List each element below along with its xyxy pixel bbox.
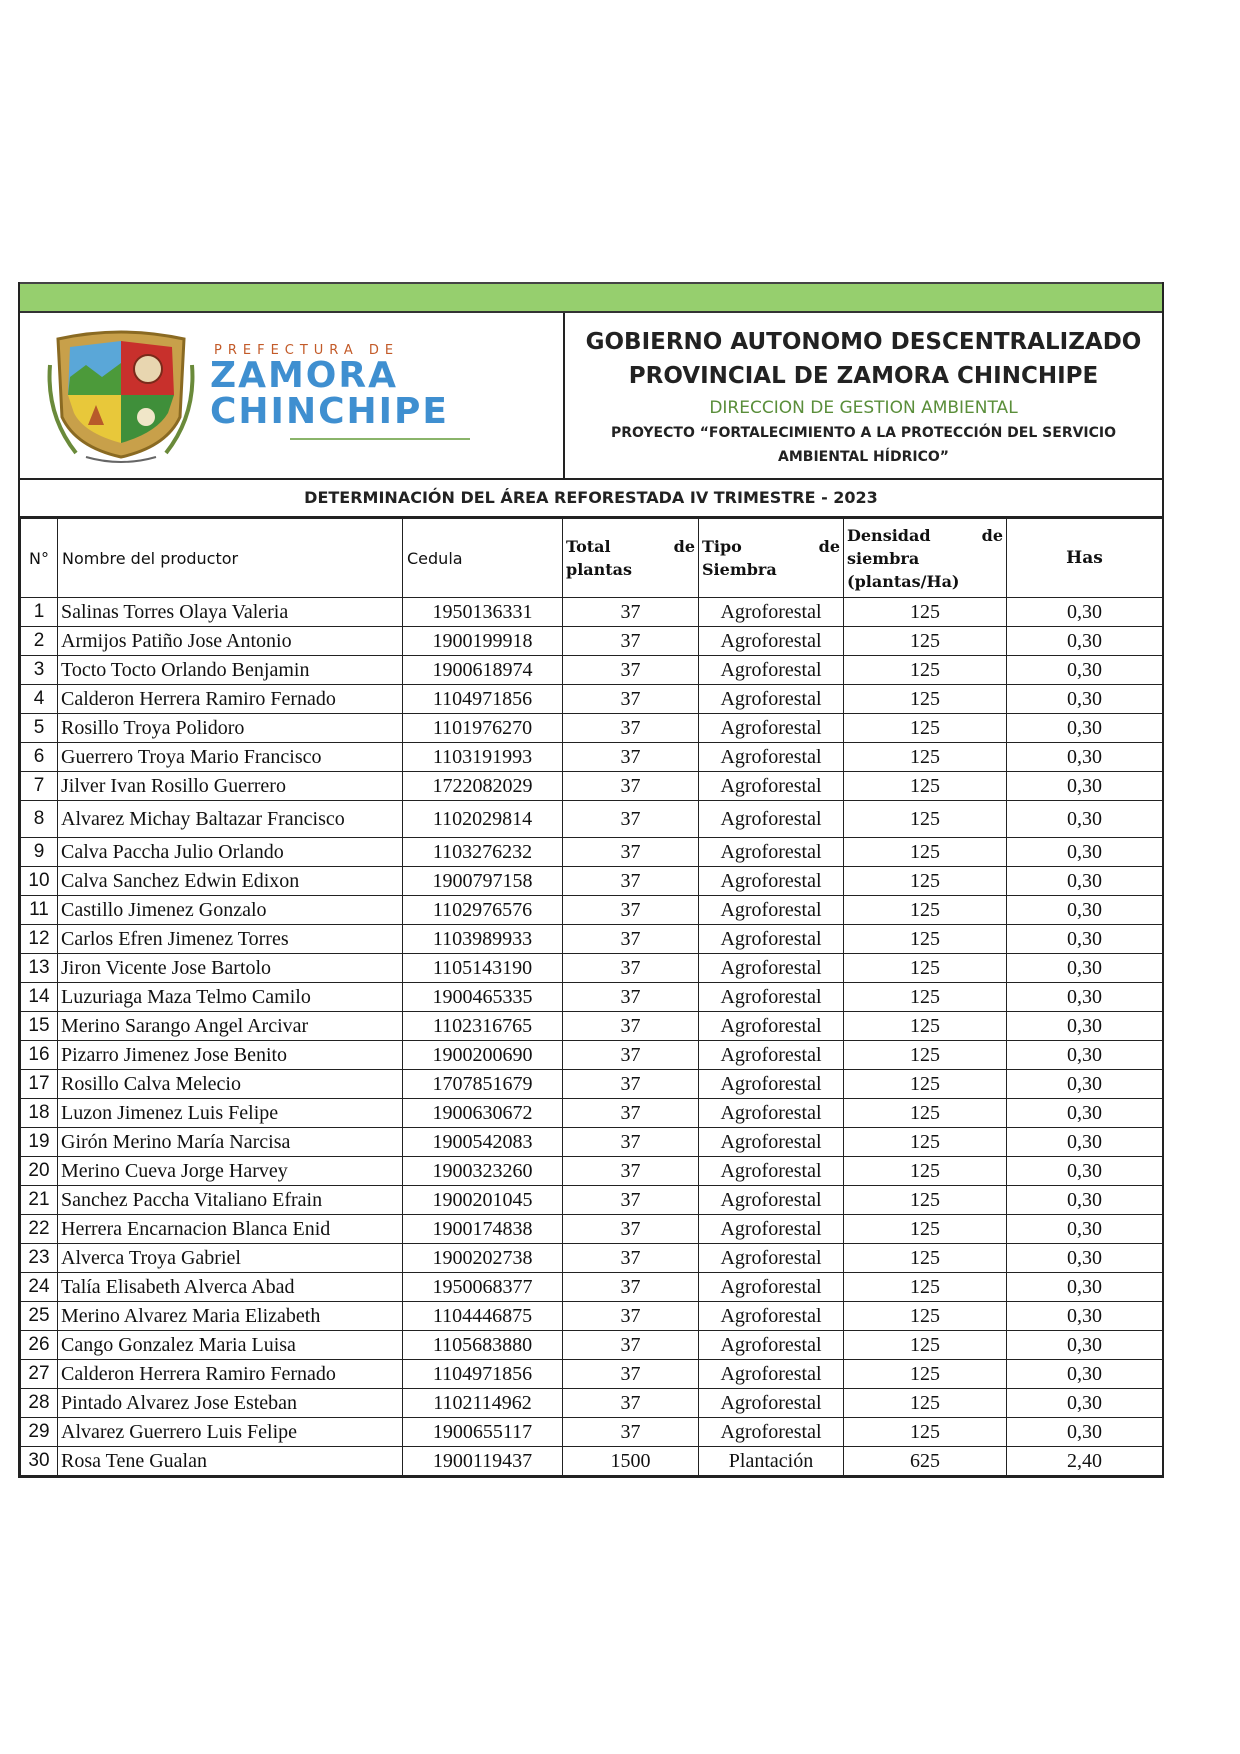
project-title-line-1: PROYECTO “FORTALECIMIENTO A LA PROTECCIÓN DEL SERVICIO xyxy=(610,425,1117,441)
planting-type-cell: Agroforestal xyxy=(699,1302,844,1331)
table-row xyxy=(21,772,1163,801)
cedula-cell: 1900797158 xyxy=(403,867,563,896)
total-plants-cell: 37 xyxy=(563,1360,699,1389)
cedula-cell: 1900618974 xyxy=(403,656,563,685)
has-cell: 0,30 xyxy=(1007,598,1163,627)
cedula-cell: 1707851679 xyxy=(403,1070,563,1099)
has-cell: 0,30 xyxy=(1007,983,1163,1012)
density-cell: 125 xyxy=(844,983,1007,1012)
density-cell: 125 xyxy=(844,954,1007,983)
has-cell: 0,30 xyxy=(1007,954,1163,983)
density-cell: 125 xyxy=(844,1331,1007,1360)
table-row xyxy=(21,983,1163,1012)
col-header-total-plants: Total de plantas xyxy=(563,519,699,598)
has-cell: 0,30 xyxy=(1007,1302,1163,1331)
planting-type-cell: Agroforestal xyxy=(699,772,844,801)
table-row xyxy=(21,1273,1163,1302)
density-cell: 125 xyxy=(844,896,1007,925)
has-cell: 0,30 xyxy=(1007,656,1163,685)
row-number: 22 xyxy=(21,1215,58,1244)
row-number: 1 xyxy=(21,598,58,627)
brand-prefix: PREFECTURA DE xyxy=(214,343,400,358)
direction-title: DIRECCION DE GESTION AMBIENTAL xyxy=(709,398,1018,418)
planting-type-cell: Agroforestal xyxy=(699,1215,844,1244)
producer-name: Jilver Ivan Rosillo Guerrero xyxy=(58,772,403,801)
producer-name: Herrera Encarnacion Blanca Enid xyxy=(58,1215,403,1244)
report-subtitle: DETERMINACIÓN DEL ÁREA REFORESTADA IV TRIMESTRE - 2023 xyxy=(20,480,1162,518)
density-cell: 125 xyxy=(844,1389,1007,1418)
has-cell: 0,30 xyxy=(1007,1070,1163,1099)
planting-type-cell: Agroforestal xyxy=(699,1012,844,1041)
total-plants-cell: 37 xyxy=(563,925,699,954)
table-row xyxy=(21,801,1163,838)
density-cell: 125 xyxy=(844,772,1007,801)
prefecture-crest-logo xyxy=(46,325,196,467)
producer-name: Luzuriaga Maza Telmo Camilo xyxy=(58,983,403,1012)
producer-name: Girón Merino María Narcisa xyxy=(58,1128,403,1157)
producer-name: Sanchez Paccha Vitaliano Efrain xyxy=(58,1186,403,1215)
producer-name: Calderon Herrera Ramiro Fernado xyxy=(58,685,403,714)
total-plants-cell: 37 xyxy=(563,772,699,801)
producer-name: Calva Sanchez Edwin Edixon xyxy=(58,867,403,896)
producer-name: Castillo Jimenez Gonzalo xyxy=(58,896,403,925)
table-row xyxy=(21,1418,1163,1447)
table-row xyxy=(21,1302,1163,1331)
cedula-cell: 1102316765 xyxy=(403,1012,563,1041)
table-row xyxy=(21,1244,1163,1273)
cedula-cell: 1900200690 xyxy=(403,1041,563,1070)
total-plants-cell: 37 xyxy=(563,983,699,1012)
has-cell: 0,30 xyxy=(1007,1157,1163,1186)
cedula-cell: 1900202738 xyxy=(403,1244,563,1273)
producer-name: Pizarro Jimenez Jose Benito xyxy=(58,1041,403,1070)
row-number: 10 xyxy=(21,867,58,896)
table-row xyxy=(21,867,1163,896)
total-plants-cell: 37 xyxy=(563,954,699,983)
density-cell: 125 xyxy=(844,838,1007,867)
green-header-bar xyxy=(20,282,1162,313)
row-number: 9 xyxy=(21,838,58,867)
row-number: 3 xyxy=(21,656,58,685)
cedula-cell: 1900630672 xyxy=(403,1099,563,1128)
table-row xyxy=(21,627,1163,656)
producer-name: Jiron Vicente Jose Bartolo xyxy=(58,954,403,983)
header-section xyxy=(20,313,1162,480)
row-number: 30 xyxy=(21,1447,58,1476)
cedula-cell: 1900201045 xyxy=(403,1186,563,1215)
planting-type-cell: Agroforestal xyxy=(699,1041,844,1070)
table-row xyxy=(21,1157,1163,1186)
density-cell: 125 xyxy=(844,1041,1007,1070)
has-cell: 0,30 xyxy=(1007,1215,1163,1244)
row-number: 19 xyxy=(21,1128,58,1157)
total-plants-cell: 1500 xyxy=(563,1447,699,1476)
document-sheet xyxy=(18,282,1164,1478)
cedula-cell: 1900174838 xyxy=(403,1215,563,1244)
row-number: 13 xyxy=(21,954,58,983)
row-number: 27 xyxy=(21,1360,58,1389)
planting-type-cell: Agroforestal xyxy=(699,1157,844,1186)
density-cell: 125 xyxy=(844,1418,1007,1447)
has-cell: 0,30 xyxy=(1007,1041,1163,1070)
has-cell: 0,30 xyxy=(1007,1099,1163,1128)
total-plants-cell: 37 xyxy=(563,1157,699,1186)
producer-name: Alverca Troya Gabriel xyxy=(58,1244,403,1273)
cedula-cell: 1105683880 xyxy=(403,1331,563,1360)
has-cell: 0,30 xyxy=(1007,743,1163,772)
producer-name: Merino Alvarez Maria Elizabeth xyxy=(58,1302,403,1331)
planting-type-cell: Agroforestal xyxy=(699,838,844,867)
col-header-number: N° xyxy=(21,519,58,598)
density-cell: 125 xyxy=(844,801,1007,838)
title-area xyxy=(565,313,1162,478)
total-plants-cell: 37 xyxy=(563,656,699,685)
brand-wordmark xyxy=(210,343,500,440)
total-plants-cell: 37 xyxy=(563,1041,699,1070)
density-cell: 125 xyxy=(844,867,1007,896)
cedula-cell: 1104446875 xyxy=(403,1302,563,1331)
producer-name: Alvarez Guerrero Luis Felipe xyxy=(58,1418,403,1447)
row-number: 16 xyxy=(21,1041,58,1070)
cedula-cell: 1900199918 xyxy=(403,627,563,656)
density-cell: 125 xyxy=(844,1070,1007,1099)
producer-name: Salinas Torres Olaya Valeria xyxy=(58,598,403,627)
has-cell: 2,40 xyxy=(1007,1447,1163,1476)
density-cell: 125 xyxy=(844,925,1007,954)
has-cell: 0,30 xyxy=(1007,1418,1163,1447)
density-cell: 125 xyxy=(844,685,1007,714)
cedula-cell: 1104971856 xyxy=(403,685,563,714)
planting-type-cell: Agroforestal xyxy=(699,627,844,656)
total-plants-cell: 37 xyxy=(563,867,699,896)
producer-name: Rosillo Troya Polidoro xyxy=(58,714,403,743)
table-header-row xyxy=(21,519,1163,598)
producer-name: Calva Paccha Julio Orlando xyxy=(58,838,403,867)
planting-type-cell: Agroforestal xyxy=(699,685,844,714)
total-plants-cell: 37 xyxy=(563,1244,699,1273)
brand-zamora: ZAMORA xyxy=(210,355,398,396)
cedula-cell: 1900119437 xyxy=(403,1447,563,1476)
has-cell: 0,30 xyxy=(1007,1244,1163,1273)
total-plants-cell: 37 xyxy=(563,1273,699,1302)
producer-name: Luzon Jimenez Luis Felipe xyxy=(58,1099,403,1128)
cedula-cell: 1900465335 xyxy=(403,983,563,1012)
total-plants-cell: 37 xyxy=(563,685,699,714)
cedula-cell: 1102029814 xyxy=(403,801,563,838)
planting-type-cell: Agroforestal xyxy=(699,1099,844,1128)
density-cell: 125 xyxy=(844,1360,1007,1389)
density-cell: 125 xyxy=(844,1244,1007,1273)
density-cell: 125 xyxy=(844,1302,1007,1331)
has-cell: 0,30 xyxy=(1007,925,1163,954)
producer-name: Carlos Efren Jimenez Torres xyxy=(58,925,403,954)
producer-name: Merino Cueva Jorge Harvey xyxy=(58,1157,403,1186)
row-number: 6 xyxy=(21,743,58,772)
planting-type-cell: Agroforestal xyxy=(699,867,844,896)
row-number: 7 xyxy=(21,772,58,801)
has-cell: 0,30 xyxy=(1007,685,1163,714)
row-number: 15 xyxy=(21,1012,58,1041)
planting-type-cell: Agroforestal xyxy=(699,983,844,1012)
planting-type-cell: Agroforestal xyxy=(699,743,844,772)
producer-name: Armijos Patiño Jose Antonio xyxy=(58,627,403,656)
col-header-name: Nombre del productor xyxy=(58,519,403,598)
table-row xyxy=(21,685,1163,714)
row-number: 11 xyxy=(21,896,58,925)
density-cell: 125 xyxy=(844,714,1007,743)
row-number: 2 xyxy=(21,627,58,656)
density-cell: 125 xyxy=(844,1215,1007,1244)
planting-type-cell: Agroforestal xyxy=(699,1389,844,1418)
cedula-cell: 1950136331 xyxy=(403,598,563,627)
government-title-line-1: GOBIERNO AUTONOMO DESCENTRALIZADO xyxy=(585,329,1142,355)
planting-type-cell: Plantación xyxy=(699,1447,844,1476)
density-cell: 125 xyxy=(844,598,1007,627)
cedula-cell: 1103191993 xyxy=(403,743,563,772)
density-cell: 625 xyxy=(844,1447,1007,1476)
total-plants-cell: 37 xyxy=(563,714,699,743)
table-row xyxy=(21,838,1163,867)
density-cell: 125 xyxy=(844,743,1007,772)
table-row xyxy=(21,714,1163,743)
cedula-cell: 1950068377 xyxy=(403,1273,563,1302)
planting-type-cell: Agroforestal xyxy=(699,1331,844,1360)
has-cell: 0,30 xyxy=(1007,838,1163,867)
has-cell: 0,30 xyxy=(1007,801,1163,838)
density-cell: 125 xyxy=(844,1157,1007,1186)
table-row xyxy=(21,1041,1163,1070)
col-header-cedula: Cedula xyxy=(403,519,563,598)
row-number: 5 xyxy=(21,714,58,743)
row-number: 17 xyxy=(21,1070,58,1099)
table-row xyxy=(21,1186,1163,1215)
has-cell: 0,30 xyxy=(1007,867,1163,896)
has-cell: 0,30 xyxy=(1007,627,1163,656)
has-cell: 0,30 xyxy=(1007,896,1163,925)
table-row xyxy=(21,1360,1163,1389)
has-cell: 0,30 xyxy=(1007,772,1163,801)
cedula-cell: 1102976576 xyxy=(403,896,563,925)
total-plants-cell: 37 xyxy=(563,1186,699,1215)
planting-type-cell: Agroforestal xyxy=(699,1418,844,1447)
producer-name: Cango Gonzalez Maria Luisa xyxy=(58,1331,403,1360)
table-row xyxy=(21,896,1163,925)
total-plants-cell: 37 xyxy=(563,1070,699,1099)
total-plants-cell: 37 xyxy=(563,1215,699,1244)
density-cell: 125 xyxy=(844,1099,1007,1128)
table-row xyxy=(21,954,1163,983)
cedula-cell: 1103989933 xyxy=(403,925,563,954)
cedula-cell: 1900323260 xyxy=(403,1157,563,1186)
table-row xyxy=(21,1389,1163,1418)
row-number: 14 xyxy=(21,983,58,1012)
table-row xyxy=(21,1099,1163,1128)
planting-type-cell: Agroforestal xyxy=(699,598,844,627)
cedula-cell: 1104971856 xyxy=(403,1360,563,1389)
planting-type-cell: Agroforestal xyxy=(699,1186,844,1215)
producer-name: Rosillo Calva Melecio xyxy=(58,1070,403,1099)
planting-type-cell: Agroforestal xyxy=(699,1273,844,1302)
density-cell: 125 xyxy=(844,1012,1007,1041)
producer-name: Calderon Herrera Ramiro Fernado xyxy=(58,1360,403,1389)
row-number: 28 xyxy=(21,1389,58,1418)
total-plants-cell: 37 xyxy=(563,1302,699,1331)
table-row xyxy=(21,656,1163,685)
planting-type-cell: Agroforestal xyxy=(699,896,844,925)
brand-underline xyxy=(290,438,470,440)
density-cell: 125 xyxy=(844,656,1007,685)
row-number: 23 xyxy=(21,1244,58,1273)
total-plants-cell: 37 xyxy=(563,1389,699,1418)
row-number: 20 xyxy=(21,1157,58,1186)
row-number: 26 xyxy=(21,1331,58,1360)
producer-name: Guerrero Troya Mario Francisco xyxy=(58,743,403,772)
row-number: 29 xyxy=(21,1418,58,1447)
producer-name: Talía Elisabeth Alverca Abad xyxy=(58,1273,403,1302)
table-row xyxy=(21,1012,1163,1041)
table-body xyxy=(21,598,1163,1476)
has-cell: 0,30 xyxy=(1007,714,1163,743)
total-plants-cell: 37 xyxy=(563,1418,699,1447)
total-plants-cell: 37 xyxy=(563,1128,699,1157)
producer-name: Rosa Tene Gualan xyxy=(58,1447,403,1476)
brand-chinchipe: CHINCHIPE xyxy=(210,391,449,432)
planting-type-cell: Agroforestal xyxy=(699,1128,844,1157)
table-row xyxy=(21,1215,1163,1244)
density-cell: 125 xyxy=(844,1186,1007,1215)
row-number: 12 xyxy=(21,925,58,954)
logo-area xyxy=(20,313,565,478)
table-row xyxy=(21,925,1163,954)
planting-type-cell: Agroforestal xyxy=(699,656,844,685)
has-cell: 0,30 xyxy=(1007,1128,1163,1157)
reforestation-table xyxy=(20,518,1163,1476)
has-cell: 0,30 xyxy=(1007,1012,1163,1041)
table-row xyxy=(21,1070,1163,1099)
planting-type-cell: Agroforestal xyxy=(699,954,844,983)
cedula-cell: 1103276232 xyxy=(403,838,563,867)
has-cell: 0,30 xyxy=(1007,1273,1163,1302)
row-number: 18 xyxy=(21,1099,58,1128)
total-plants-cell: 37 xyxy=(563,598,699,627)
project-title-line-2: AMBIENTAL HÍDRICO” xyxy=(778,449,949,465)
cedula-cell: 1722082029 xyxy=(403,772,563,801)
has-cell: 0,30 xyxy=(1007,1331,1163,1360)
planting-type-cell: Agroforestal xyxy=(699,925,844,954)
table-row xyxy=(21,598,1163,627)
planting-type-cell: Agroforestal xyxy=(699,1070,844,1099)
cedula-cell: 1105143190 xyxy=(403,954,563,983)
total-plants-cell: 37 xyxy=(563,743,699,772)
density-cell: 125 xyxy=(844,627,1007,656)
total-plants-cell: 37 xyxy=(563,1331,699,1360)
cedula-cell: 1900655117 xyxy=(403,1418,563,1447)
total-plants-cell: 37 xyxy=(563,627,699,656)
total-plants-cell: 37 xyxy=(563,838,699,867)
col-header-planting-type: Tipo de Siembra xyxy=(699,519,844,598)
has-cell: 0,30 xyxy=(1007,1360,1163,1389)
planting-type-cell: Agroforestal xyxy=(699,1360,844,1389)
row-number: 24 xyxy=(21,1273,58,1302)
total-plants-cell: 37 xyxy=(563,1099,699,1128)
planting-type-cell: Agroforestal xyxy=(699,801,844,838)
row-number: 21 xyxy=(21,1186,58,1215)
row-number: 4 xyxy=(21,685,58,714)
density-cell: 125 xyxy=(844,1273,1007,1302)
table-row xyxy=(21,743,1163,772)
col-header-density: Densidad de siembra (plantas/Ha) xyxy=(844,519,1007,598)
row-number: 25 xyxy=(21,1302,58,1331)
cedula-cell: 1900542083 xyxy=(403,1128,563,1157)
cedula-cell: 1101976270 xyxy=(403,714,563,743)
table-row xyxy=(21,1128,1163,1157)
table-row xyxy=(21,1331,1163,1360)
table-row xyxy=(21,1447,1163,1476)
planting-type-cell: Agroforestal xyxy=(699,714,844,743)
planting-type-cell: Agroforestal xyxy=(699,1244,844,1273)
total-plants-cell: 37 xyxy=(563,896,699,925)
row-number: 8 xyxy=(21,801,58,838)
cedula-cell: 1102114962 xyxy=(403,1389,563,1418)
producer-name: Merino Sarango Angel Arcivar xyxy=(58,1012,403,1041)
density-cell: 125 xyxy=(844,1128,1007,1157)
total-plants-cell: 37 xyxy=(563,1012,699,1041)
producer-name: Alvarez Michay Baltazar Francisco xyxy=(58,801,403,838)
producer-name: Tocto Tocto Orlando Benjamin xyxy=(58,656,403,685)
has-cell: 0,30 xyxy=(1007,1389,1163,1418)
has-cell: 0,30 xyxy=(1007,1186,1163,1215)
producer-name: Pintado Alvarez Jose Esteban xyxy=(58,1389,403,1418)
government-title-line-2: PROVINCIAL DE ZAMORA CHINCHIPE xyxy=(628,363,1099,389)
total-plants-cell: 37 xyxy=(563,801,699,838)
col-header-has: Has xyxy=(1007,519,1163,598)
